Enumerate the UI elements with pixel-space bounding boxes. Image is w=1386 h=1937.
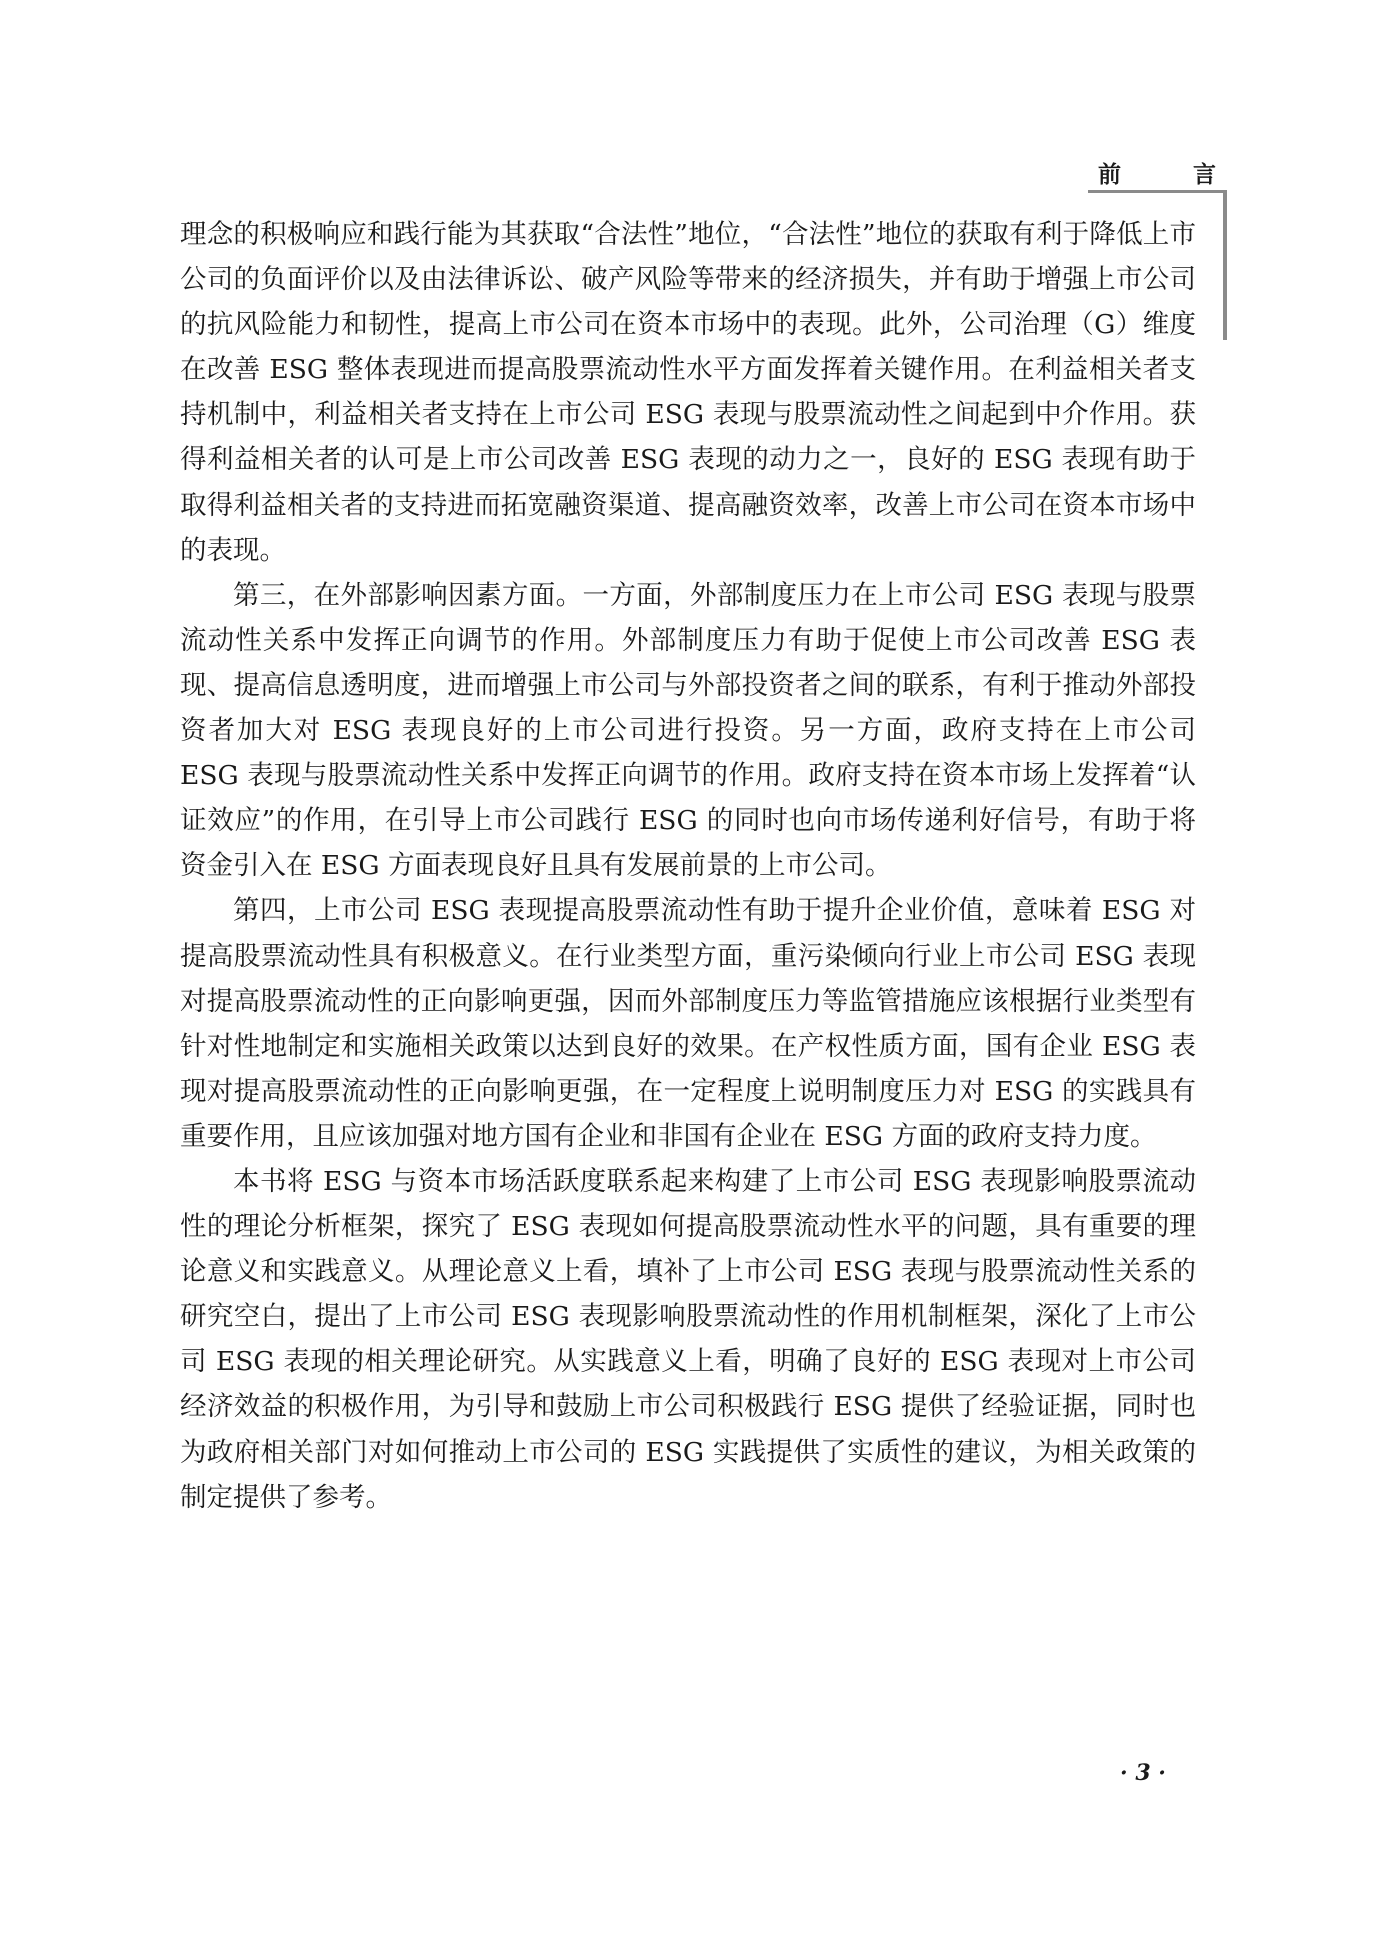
header-rule-horizontal <box>1088 190 1226 193</box>
paragraph-third: 第三，在外部影响因素方面。一方面，外部制度压力在上市公司 ESG 表现与股票流动性关系中发挥正向调节的作用。外部制度压力有助于促使上市公司改善 ESG 表现、提高信息透明度，进而增强上市公司与外部投资者之间的联系，有利于推动外部投资者加大对 ESG 表现良好的上市公司进行投资。另一方面，政府支持在上市公司 ESG 表现与股票流动性关系中发挥正向调节的作用。政府支持在资本市场上发挥着“认证效应”的作用，在引导上市公司践行 ESG 的同时也向市场传递利好信号，有助于将资金引入在 ESG 方面表现良好且具有发展前景的上市公司。 <box>180 579 1196 882</box>
running-head-left: 前 <box>1098 162 1121 188</box>
paragraph-summary: 本书将 ESG 与资本市场活跃度联系起来构建了上市公司 ESG 表现影响股票流动性的理论分析框架，探究了 ESG 表现如何提高股票流动性水平的问题，具有重要的理论意义和实践意义。从理论意义上看，填补了上市公司 ESG 表现与股票流动性关系的研究空白，提出了上市公司 ESG 表现影响股票流动性的作用机制框架，深化了上市公司 ESG 表现的相关理论研究。从实践意义上看，明确了良好的 ESG 表现对上市公司经济效益的积极作用，为引导和鼓励上市公司积极践行 ESG 提供了经验证据，同时也为政府相关部门对如何推动上市公司的 ESG 实践提供了实质性的建议，为相关政策的制定提供了参考。 <box>180 1165 1196 1513</box>
running-head-right: 言 <box>1193 162 1216 188</box>
header-rule-vertical <box>1223 190 1227 340</box>
page-number: · 3 · <box>1120 1760 1166 1786</box>
paragraph-continued: 理念的积极响应和践行能为其获取“合法性”地位，“合法性”地位的获取有利于降低上市公司的负面评价以及由法律诉讼、破产风险等带来的经济损失，并有助于增强上市公司的抗风险能力和韧性，提高上市公司在资本市场中的表现。此外，公司治理（G）维度在改善 ESG 整体表现进而提高股票流动性水平方面发挥着关键作用。在利益相关者支持机制中，利益相关者支持在上市公司 ESG 表现与股票流动性之间起到中介作用。获得利益相关者的认可是上市公司改善 ESG 表现的动力之一，良好的 ESG 表现有助于取得利益相关者的支持进而拓宽融资渠道、提高融资效率，改善上市公司在资本市场中的表现。 <box>180 219 1196 566</box>
paragraph-fourth: 第四，上市公司 ESG 表现提高股票流动性有助于提升企业价值，意味着 ESG 对提高股票流动性具有积极意义。在行业类型方面，重污染倾向行业上市公司 ESG 表现对提高股票流动性的正向影响更强，因而外部制度压力等监管措施应该根据行业类型有针对性地制定和实施相关政策以达到良好的效果。在产权性质方面，国有企业 ESG 表现对提高股票流动性的正向影响更强，在一定程度上说明制度压力对 ESG 的实践具有重要作用，且应该加强对地方国有企业和非国有企业在 ESG 方面的政府支持力度。 <box>180 895 1196 1152</box>
running-head <box>1098 160 1216 190</box>
body-text <box>180 212 1196 1520</box>
